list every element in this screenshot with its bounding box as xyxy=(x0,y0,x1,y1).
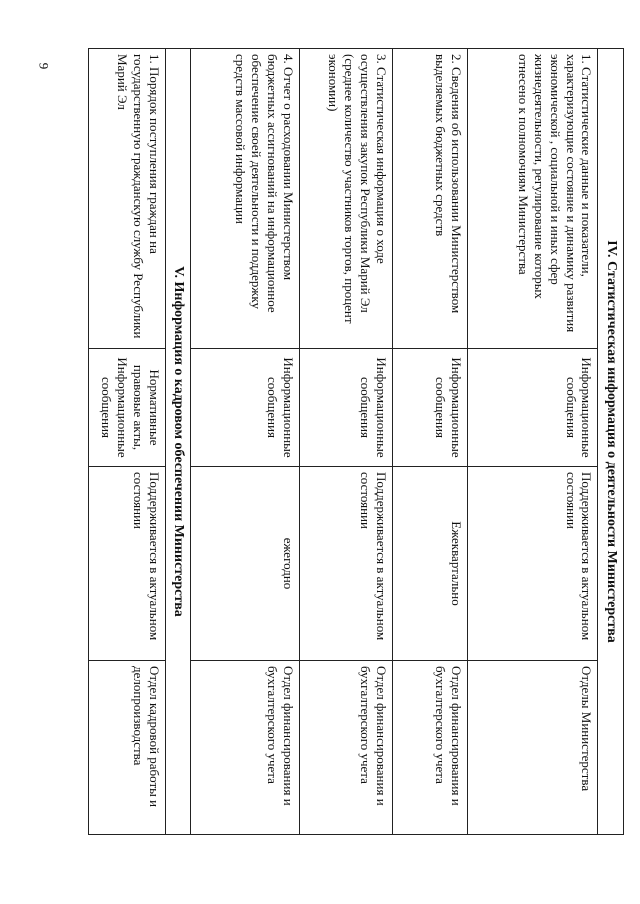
row-term-cell: ежегодно xyxy=(191,467,299,661)
section-header-row xyxy=(598,49,624,835)
section-title: V. Информация о кадровом обеспечении Министерства xyxy=(165,49,191,835)
page-number: 9 xyxy=(36,62,52,70)
row-term-cell: Ежеквартально xyxy=(392,467,467,661)
table-row xyxy=(191,49,299,835)
row-name-cell: 3. Статистическая информация о ходе осуществления закупок Республики Марий Эл (среднее количество участников торгов, процент экономии) xyxy=(299,49,392,349)
row-responsible-cell: Отдел финансирования и бухгалтерского учета xyxy=(299,661,392,835)
row-type-cell: Информационные сообщения xyxy=(467,349,598,467)
row-term-cell: Поддерживается в актуальном состоянии xyxy=(467,467,598,661)
information-table xyxy=(88,48,624,835)
table-row xyxy=(392,49,467,835)
row-type-cell: Информационные сообщения xyxy=(299,349,392,467)
row-term-cell: Поддерживается в актуальном состоянии xyxy=(299,467,392,661)
row-name-cell: 1. Статистические данные и показатели, характеризующие состояние и динамику развития экономической , социальной и иных сфер жизнедеятельности, регулирование которых отнесено к полномочиям Министерства xyxy=(467,49,598,349)
row-responsible-cell: Отдел финансирования и бухгалтерского учета xyxy=(392,661,467,835)
section-title: IV. Статистическая информация о деятельности Министерства xyxy=(598,49,624,835)
rotated-table-container xyxy=(88,48,624,834)
row-name-cell: 2. Сведения об использовании Министерством выделяемых бюджетных средств xyxy=(392,49,467,349)
row-responsible-cell: Отделы Министерства xyxy=(467,661,598,835)
row-type-cell: Нормативные правовые акты, Информационные сообщения xyxy=(89,349,166,467)
row-responsible-cell: Отдел кадровой работы и делопроизводства xyxy=(89,661,166,835)
row-name-cell: 1. Порядок поступления граждан на государственную гражданскую службу Республики Марий Эл xyxy=(89,49,166,349)
table-row xyxy=(299,49,392,835)
row-term-cell: Поддерживается в актуальном состоянии xyxy=(89,467,166,661)
table-row xyxy=(467,49,598,835)
row-type-cell: Информационные сообщения xyxy=(392,349,467,467)
section-header-row xyxy=(165,49,191,835)
row-responsible-cell: Отдел финансирования и бухгалтерского учета xyxy=(191,661,299,835)
row-type-cell: Информационные сообщения xyxy=(191,349,299,467)
row-name-cell: 4. Отчет о расходовании Министерством бюджетных ассигнований на информационное обеспечение своей деятельности и поддержку средств массовой информации xyxy=(191,49,299,349)
table-row xyxy=(89,49,166,835)
